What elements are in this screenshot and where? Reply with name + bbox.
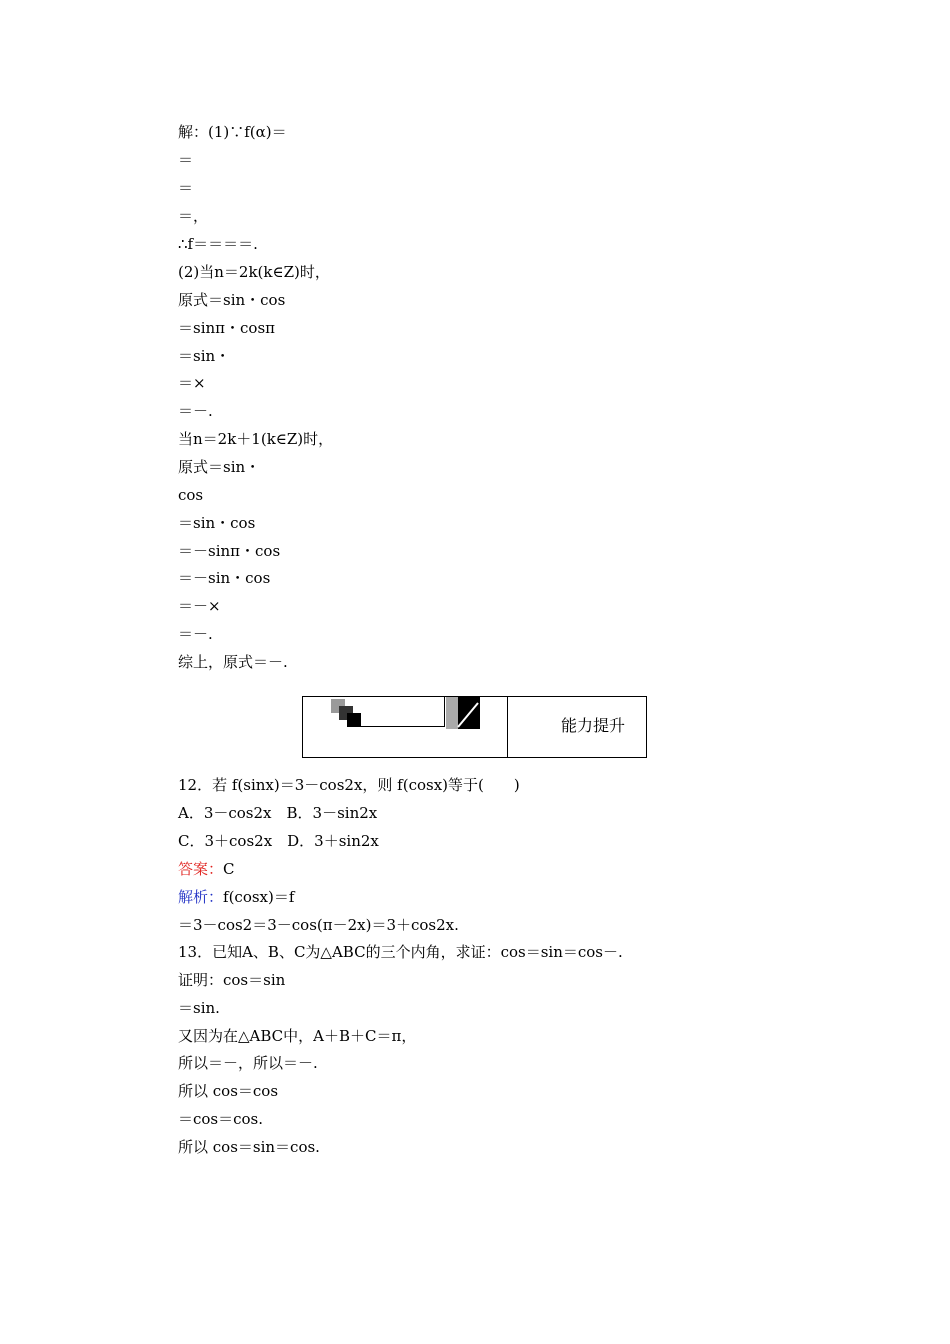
question-12-options-cd: C．3＋cos2x D．3＋sin2x xyxy=(178,832,379,850)
section-divider xyxy=(507,697,508,757)
question-12-analysis-line: ＝3－cos2＝3－cos(π－2x)＝3＋cos2x. xyxy=(178,916,459,934)
question-12-stem: 12．若 f(sinx)＝3－cos2x，则 f(cosx)等于( ) xyxy=(178,776,520,794)
solution-line: 当n＝2k＋1(k∈Z)时， xyxy=(178,430,334,448)
solution-line: 解：(1)∵f(α)＝ xyxy=(178,123,287,141)
decorative-bar xyxy=(361,697,445,727)
proof-line: ＝cos＝cos. xyxy=(178,1110,264,1128)
answer-value: C xyxy=(223,860,235,878)
solution-line: ＝， xyxy=(178,207,209,225)
proof-line: 证明：cos＝sin xyxy=(178,971,286,989)
decorative-square-icon xyxy=(347,713,361,727)
solution-line: ＝sin・cos xyxy=(178,514,256,532)
proof-line: ＝sin. xyxy=(178,999,220,1017)
solution-line: 原式＝sin・cos xyxy=(178,291,286,309)
solution-line: ＝－. xyxy=(178,402,213,420)
solution-line: cos xyxy=(178,486,204,504)
solution-line: ＝ xyxy=(178,151,194,169)
section-header-box xyxy=(302,696,647,758)
solution-line: ＝－. xyxy=(178,625,213,643)
solution-line: ＝－sinπ・cos xyxy=(178,542,281,560)
question-12-answer xyxy=(178,859,235,879)
solution-line: ＝sin・ xyxy=(178,347,231,365)
analysis-text: f(cosx)＝f xyxy=(223,888,295,906)
section-title: 能力提升 xyxy=(561,716,626,735)
decorative-slash-icon xyxy=(446,697,480,729)
solution-line: ＝sinπ・cosπ xyxy=(178,319,276,337)
proof-line: 所以 cos＝sin＝cos. xyxy=(178,1138,320,1156)
question-13-stem: 13．已知A、B、C为△ABC的三个内角，求证：cos＝sin＝cos－. xyxy=(178,943,623,961)
solution-line: ∴f＝＝＝＝. xyxy=(178,235,258,253)
solution-line: ＝－× xyxy=(178,597,221,615)
proof-line: 所以＝－，所以＝－. xyxy=(178,1054,318,1072)
question-12-analysis xyxy=(178,887,294,907)
solution-line: ＝× xyxy=(178,374,206,392)
question-12-options-ab: A．3－cos2x B．3－sin2x xyxy=(178,804,378,822)
solution-line: (2)当n＝2k(k∈Z)时， xyxy=(178,263,330,281)
solution-line: 综上，原式＝－. xyxy=(178,653,288,671)
answer-label: 答案： xyxy=(178,860,224,878)
proof-line: 所以 cos＝cos xyxy=(178,1082,279,1100)
proof-line: 又因为在△ABC中，A＋B＋C＝π， xyxy=(178,1027,417,1045)
solution-line: 原式＝sin・ xyxy=(178,458,261,476)
solution-line: ＝－sin・cos xyxy=(178,569,271,587)
solution-line: ＝ xyxy=(178,179,194,197)
analysis-label: 解析： xyxy=(178,888,224,906)
